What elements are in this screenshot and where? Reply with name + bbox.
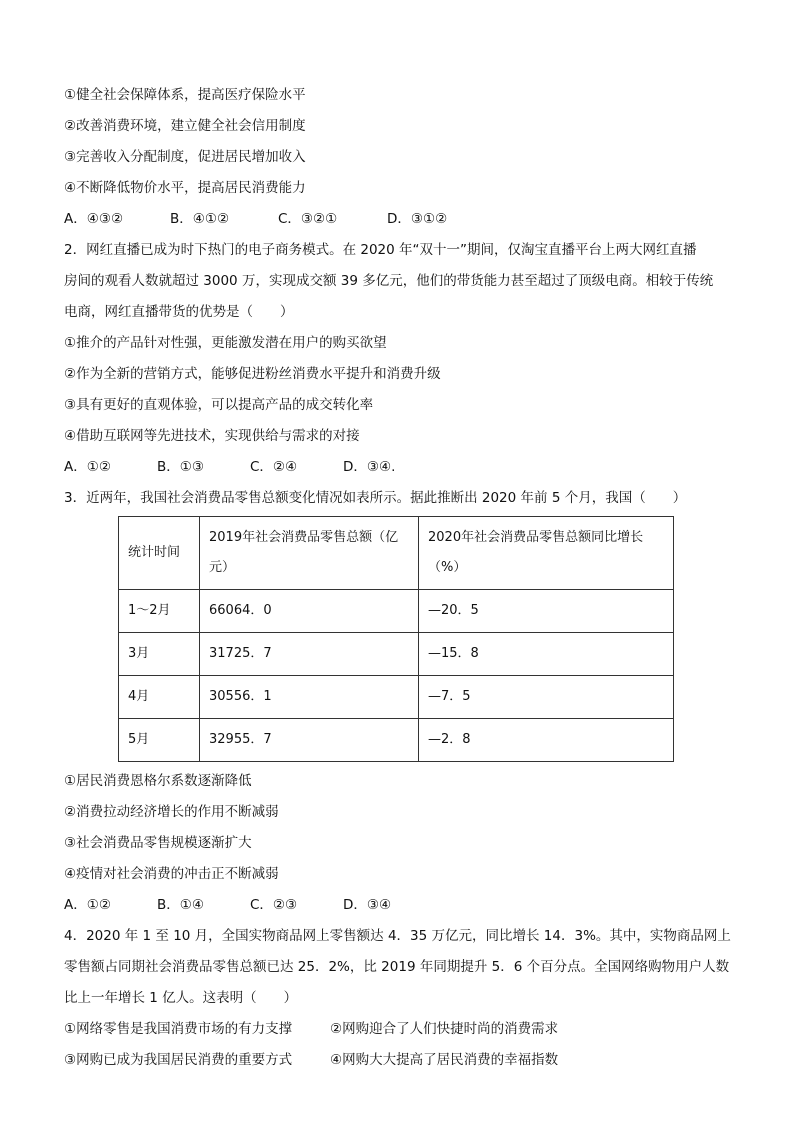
q1-option-d[interactable]: D．③①② [387, 211, 448, 227]
q2-item-3: ③具有更好的直观体验，可以提高产品的成交转化率 [64, 397, 374, 413]
exam-page [64, 80, 734, 1076]
q2-item-2: ②作为全新的营销方式，能够促进粉丝消费水平提升和消费升级 [64, 366, 441, 382]
q2-option-c[interactable]: C．②④ [250, 459, 298, 475]
q2-items [64, 328, 734, 452]
table-row [119, 633, 674, 676]
table-cell: 1～2月 [119, 590, 200, 633]
table-cell: 66064．0 [200, 590, 419, 633]
q3-item-1: ①居民消费恩格尔系数逐渐降低 [64, 773, 252, 789]
table-cell: —15．8 [419, 633, 674, 676]
q3-item-2: ②消费拉动经济增长的作用不断减弱 [64, 804, 279, 820]
q1-item-1: ①健全社会保障体系，提高医疗保险水平 [64, 87, 306, 103]
table-cell: 3月 [119, 633, 200, 676]
table-row [119, 590, 674, 633]
table-cell: —2．8 [419, 719, 674, 762]
q4-items-row-1 [64, 1014, 734, 1045]
q4-stem-line-3: 比上一年增长 1 亿人。这表明（ ） [64, 990, 298, 1006]
table-header-cell: 统计时间 [119, 517, 200, 590]
q4-items-row-2 [64, 1045, 734, 1076]
q3-option-a[interactable]: A．①② [64, 897, 111, 913]
q2-item-4: ④借助互联网等先进技术，实现供给与需求的对接 [64, 428, 360, 444]
q1-option-a[interactable]: A．④③② [64, 211, 124, 227]
q4-item-2: ②网购迎合了人们快捷时尚的消费需求 [330, 1021, 559, 1037]
table-cell: —7．5 [419, 676, 674, 719]
table-row [119, 676, 674, 719]
q2-stem [64, 235, 734, 328]
q2-option-a[interactable]: A．①② [64, 459, 111, 475]
q2-stem-line-3: 电商，网红直播带货的优势是（ ） [64, 304, 294, 320]
q2-stem-line-2: 房间的观看人数就超过 3000 万，实现成交额 39 多亿元，他们的带货能力甚至超过了顶级电商。相较于传统 [64, 273, 714, 289]
q4-item-1: ①网络零售是我国消费市场的有力支撑 [64, 1021, 293, 1037]
table-cell: 32955．7 [200, 719, 419, 762]
q3-item-4: ④疫情对社会消费的冲击正不断减弱 [64, 866, 279, 882]
table-cell: 4月 [119, 676, 200, 719]
q1-item-2: ②改善消费环境，建立健全社会信用制度 [64, 118, 306, 134]
q3-items [64, 766, 734, 890]
table-cell: 5月 [119, 719, 200, 762]
q1-options [64, 204, 734, 235]
q1-option-b[interactable]: B．④①② [170, 211, 230, 227]
q2-item-1: ①推介的产品针对性强，更能激发潜在用户的购买欲望 [64, 335, 387, 351]
table-row [119, 719, 674, 762]
q4-stem-line-2: 零售额占同期社会消费品零售总额已达 25．2%，比 2019 年同期提升 5．6 个百分点。全国网络购物用户人数 [64, 959, 730, 975]
table-header-row [119, 517, 674, 590]
q1-item-4: ④不断降低物价水平，提高居民消费能力 [64, 180, 306, 196]
table-cell: 30556．1 [200, 676, 419, 719]
q2-option-b[interactable]: B．①③ [157, 459, 204, 475]
q3-data-table [118, 516, 674, 762]
q4-stem-line-1: 4．2020 年 1 至 10 月，全国实物商品网上零售额达 4．35 万亿元，同比增长 14．3%。其中，实物商品网上 [64, 928, 731, 944]
table-header-cell: 2020年社会消费品零售总额同比增长（%） [419, 517, 674, 590]
q1-items [64, 80, 734, 204]
q3-item-3: ③社会消费品零售规模逐渐扩大 [64, 835, 252, 851]
table-cell: 31725．7 [200, 633, 419, 676]
q3-option-b[interactable]: B．①④ [157, 897, 204, 913]
q3-option-c[interactable]: C．②③ [250, 897, 298, 913]
q4-item-3: ③网购已成为我国居民消费的重要方式 [64, 1052, 293, 1068]
q4-stem [64, 921, 734, 1014]
q3-option-d[interactable]: D．③④ [343, 897, 392, 913]
table-cell: —20．5 [419, 590, 674, 633]
q3-stem: 3．近两年，我国社会消费品零售总额变化情况如表所示。据此推断出 2020 年前 5 个月，我国（ ） [64, 490, 687, 506]
table-header-cell: 2019年社会消费品零售总额（亿元） [200, 517, 419, 590]
q1-option-c[interactable]: C．③②① [278, 211, 338, 227]
q1-item-3: ③完善收入分配制度，促进居民增加收入 [64, 149, 306, 165]
q2-stem-line-1: 2．网红直播已成为时下热门的电子商务模式。在 2020 年“双十一”期间，仅淘宝直播平台上两大网红直播 [64, 242, 697, 258]
q3-options [64, 890, 734, 921]
q2-options [64, 452, 734, 483]
q4-item-4: ④网购大大提高了居民消费的幸福指数 [330, 1052, 559, 1068]
q2-option-d[interactable]: D．③④. [343, 459, 396, 475]
